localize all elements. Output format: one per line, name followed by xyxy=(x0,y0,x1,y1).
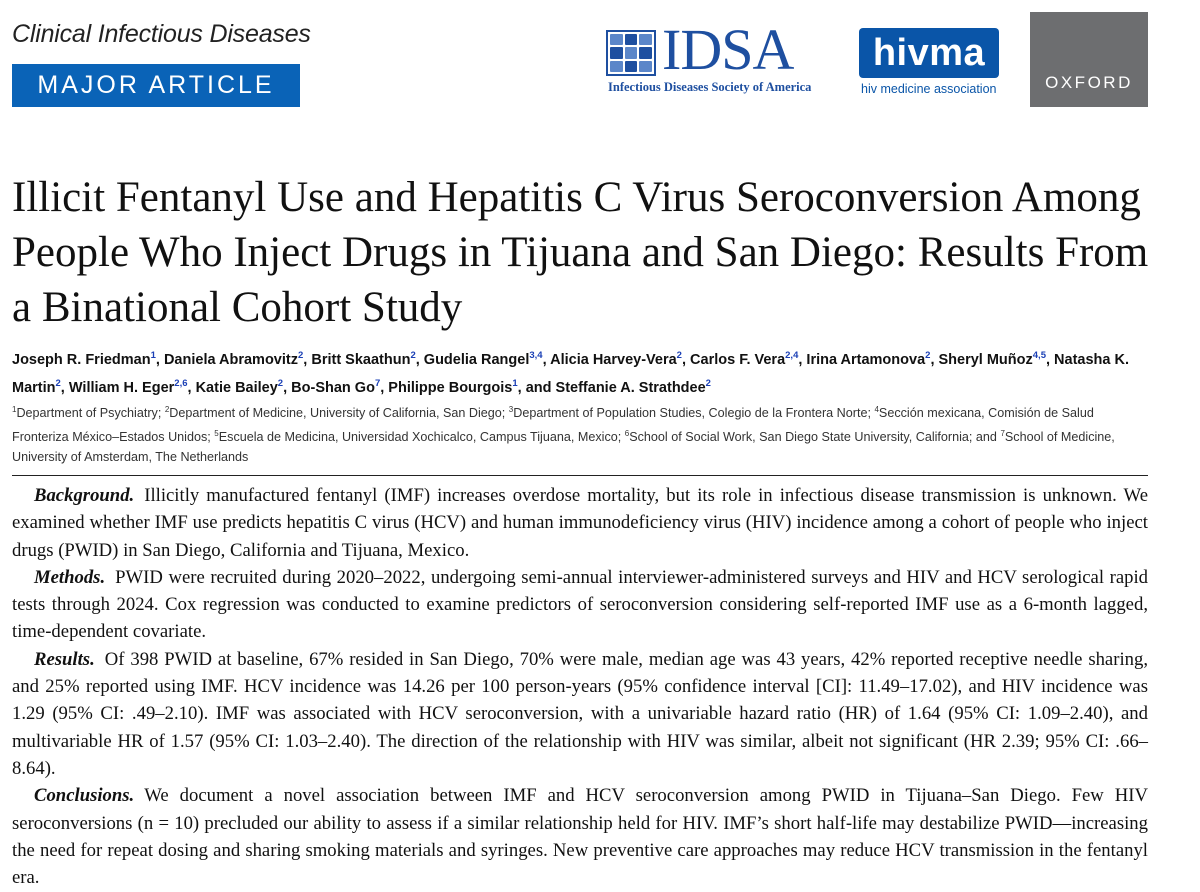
affiliation-text: School of Medicine, University of Amsterdam, The Netherlands xyxy=(12,429,1115,465)
author-list: Joseph R. Friedman$^1$, Daniela Abramovitz$^2$, Britt Skaathun$^2$, Gudelia Rangel$^{3,4}$, Alicia Harvey-Vera$^2$, Carlos F. Vera$^{2,4}$, Irina Artamonova$^2$, Sheryl Muñoz$^{4,5}$, Natasha K. Martin$^2$, William H. Eger$^{2,6}$, Katie Bailey$^2$, Bo-Shan Go$^7$, Philippe Bourgois$^1$, and Steffanie A. Strathdee$^2$ xyxy=(12,350,1129,396)
idsa-emblem-icon xyxy=(606,30,656,76)
author-name: Gudelia Rangel xyxy=(423,351,530,368)
affiliation-number: 1 xyxy=(12,405,17,414)
abstract-section-text: We document a novel association between IMF and HCV seroconversion among PWID in Tijuana–San Diego. Few HIV seroconversions (n = 10) precluded our ability to assess if a similar relationship held for HIV. IMF’s short half-life may destabilize PWID—increasing the need for repeat dosing and sharing smoking materials and syringes. New preventive care approaches may reduce HCV transmission in the fentanyl era. xyxy=(12,785,1148,889)
author-affiliation-ref: 1 xyxy=(150,350,156,361)
author-affiliation-ref: 2 xyxy=(925,350,931,361)
abstract-section-text: Of 398 PWID at baseline, 67% resided in San Diego, 70% were male, median age was 43 years, 42% reported receptive needle sharing, and 25% reported using IMF. HCV incidence was 14.26 per 100 person-years (95% confidence interval [CI]: 11.49–17.02), and HIV incidence was 1.29 (95% CI: .49–2.10). IMF was associated with HCV seroconversion, with a univariable hazard ratio (HR) of 1.64 (95% CI: 1.09–2.40), and multivariable HR of 1.57 (95% CI: 1.03–2.40). The direction of the relationship with HIV was similar, albeit not significant (HR 2.39; 95% CI: .66–8.64). xyxy=(12,648,1148,779)
hivma-logo xyxy=(859,28,1004,98)
abstract-section xyxy=(12,482,1148,564)
affiliation-text: School of Social Work, San Diego State University, California; and xyxy=(629,429,1001,444)
abstract-section-label: Conclusions. xyxy=(34,785,135,807)
author-name: Philippe Bourgois xyxy=(388,379,513,396)
affiliation-text: Sección mexicana, Comisión de Salud Fronteriza México–Estados Unidos; xyxy=(12,406,1094,444)
hivma-wordmark: hivma xyxy=(859,28,999,78)
author-affiliation-ref: 7 xyxy=(374,377,381,389)
author-conjunction: and xyxy=(525,379,552,396)
author-affiliation-ref: 2,6 xyxy=(174,377,188,389)
author-affiliation-ref: 1 xyxy=(512,377,518,389)
hivma-tagline: hiv medicine association xyxy=(861,82,997,96)
author-affiliation-ref: 2 xyxy=(277,377,284,389)
author-affiliation-ref: 2 xyxy=(410,350,416,361)
author-name: Britt Skaathun xyxy=(311,351,411,368)
author-name: Natasha K. Martin xyxy=(12,351,1129,396)
affiliation-number: 5 xyxy=(214,428,219,438)
affiliation-text: Department of Medicine, University of California, San Diego; xyxy=(169,406,509,421)
affiliation-number: 4 xyxy=(874,405,879,414)
author-name: Daniela Abramovitz xyxy=(163,351,298,368)
abstract-section-text: Illicitly manufactured fentanyl (IMF) increases overdose mortality, but its role in infectious disease transmission is unknown. We examined whether IMF use predicts hepatitis C virus (HCV) and human immunodeficiency virus (HIV) incidence among a cohort of people who inject drugs (PWID) in San Diego, California and Tijuana, Mexico. xyxy=(12,485,1148,561)
idsa-logo xyxy=(606,17,851,98)
abstract-section xyxy=(12,564,1148,646)
author-affiliation-ref: 2 xyxy=(297,350,304,361)
author-name: Katie Bailey xyxy=(195,379,278,396)
author-affiliation-ref: 2 xyxy=(676,350,682,361)
section-divider xyxy=(12,475,1148,476)
author-name: Carlos F. Vera xyxy=(690,351,786,368)
idsa-wordmark: IDSA xyxy=(662,17,794,82)
article-title: Illicit Fentanyl Use and Hepatitis C Virus Seroconversion Among People Who Inject Drugs in Tijuana and San Diego: Results From a Binational Cohort Study xyxy=(12,174,1149,331)
oxford-wordmark: OXFORD xyxy=(1045,73,1133,92)
abstract-section-label: Results. xyxy=(34,648,95,670)
author-affiliation-ref: 2 xyxy=(705,377,711,389)
author-affiliation-ref: 3,4 xyxy=(529,350,543,361)
affiliation-number: 7 xyxy=(1000,428,1005,438)
oxford-logo xyxy=(1030,12,1148,107)
author-name: Irina Artamonova xyxy=(806,351,926,368)
author-affiliation-ref: 4,5 xyxy=(1032,350,1046,361)
author-affiliation-ref: 2 xyxy=(55,377,61,389)
article-type-banner: MAJOR ARTICLE xyxy=(12,64,300,107)
affiliation-number: 2 xyxy=(164,405,170,414)
author-name: Bo-Shan Go xyxy=(291,379,375,396)
idsa-tagline: Infectious Diseases Society of America xyxy=(608,80,812,94)
affiliation-number: 6 xyxy=(624,428,630,438)
author-name: Sheryl Muñoz xyxy=(938,351,1033,368)
abstract-section xyxy=(12,646,1148,782)
abstract-section xyxy=(12,782,1148,891)
affiliations xyxy=(12,400,1152,468)
abstract xyxy=(12,482,1148,891)
author-name: Alicia Harvey-Vera xyxy=(550,351,677,368)
abstract-section-label: Methods. xyxy=(34,566,106,588)
author-name: Steffanie A. Strathdee xyxy=(555,379,706,396)
author-name: William H. Eger xyxy=(68,379,175,396)
journal-name: Clinical Infectious Diseases xyxy=(12,20,311,48)
affiliation-number: 3 xyxy=(508,405,514,414)
author-name: Joseph R. Friedman xyxy=(12,351,151,368)
author-affiliation-ref: 2,4 xyxy=(785,350,799,361)
abstract-section-label: Background. xyxy=(34,485,135,506)
affiliation-text: Escuela de Medicina, Universidad Xochicalco, Campus Tijuana, Mexico; xyxy=(218,429,625,444)
affiliation-text: Department of Population Studies, Colegio de la Frontera Norte; xyxy=(513,406,875,421)
abstract-section-text: PWID were recruited during 2020–2022, undergoing semi-annual interviewer-administered surveys and HIV and HCV serological rapid tests through 2024. Cox regression was conducted to examine predictors of seroconversion considering self-reported IMF use as a 6-month lagged, time-dependent covariate. xyxy=(12,566,1148,643)
affiliation-text: Department of Psychiatry; xyxy=(16,406,165,421)
